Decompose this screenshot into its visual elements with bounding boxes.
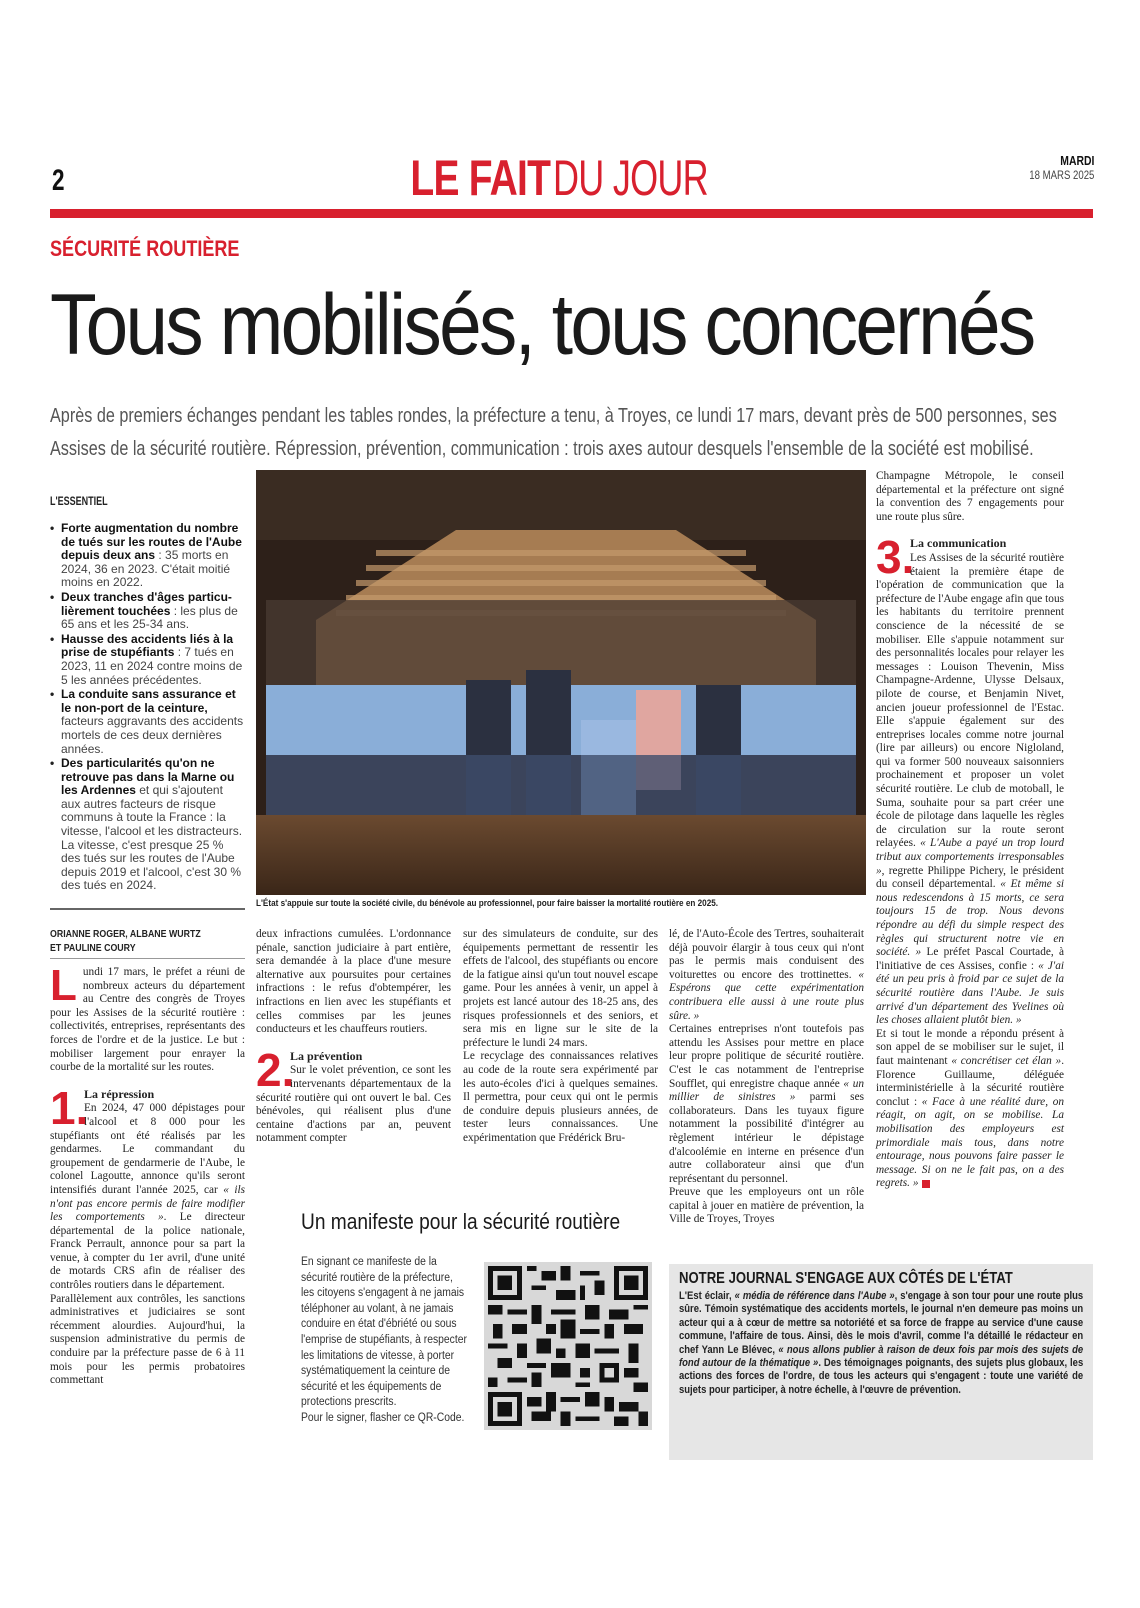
group-photo-illustration [256, 470, 866, 895]
drop-cap: L [50, 961, 77, 1010]
page-number: 2 [52, 164, 65, 197]
byline-line: ORIANNE ROGER, ALBANE WURTZ [50, 929, 201, 940]
quote: « concrétiser cet élan » [951, 1054, 1062, 1067]
paragraph: , s'engage à son tour pour une route plus sûre. Témoin systématique des accidents mortels, le journal n'en demeure pas moins un acteur qui a à cœur de mettre sa notoriété et sa force de frappe au service d'une cause commune, l'affaire de tous. Ainsi, dès le mois d'avril, comme l'a détaillé le rédacteur en chef Yann Le Blévec, [679, 1290, 1084, 1356]
manifeste-body: En signant ce manifeste de la sécurité routière de la préfecture, les citoyens s'engagent à ne jamais téléphoner au volant, à ne jamais conduire en état d'ébriété ou sous l'emprise de stupéfiants, à respecter les limitations de vitesse, à porter systématiquement la ceinture de sécurité et les équipements de protections prescrits. [301, 1256, 467, 1409]
paragraph: L'Est éclair, [679, 1290, 735, 1302]
essentiel-item-text: : les plus de 65 ans et les 25-34 ans. [61, 603, 238, 632]
article-column [876, 470, 1064, 1191]
qr-code-icon [488, 1266, 648, 1426]
journal-engagement-box [669, 1264, 1093, 1460]
paragraph: En 2024, 47 000 dépistages pour l'alcool et 8 000 pour les stupéfiants ont été réalisés par les gendarmes. Le commandant du groupement de gendarmerie de l'Aube, le colonel Lagoutte, annonce qu'ils seront intensifiés durant l'année 2025, car [50, 1102, 245, 1196]
quote: « ils n'ont pas encore permis de faire modifier les comportements » [50, 1183, 245, 1224]
article-kicker: SÉCURITÉ ROUTIÈRE [50, 236, 240, 261]
paragraph: sur des simulateurs de conduite, sur des équipements permettant de ressentir les effets de l'alcool, des stupéfiants ou encore de la fatigue ainsi qu'un tout nouvel escape game. Pour les années à venir, un appel à projets est lancé autour des 18-25 ans, des risques professionnels et des seniors, et sera mis en ligne sur le site de la préfecture le lundi 24 mars. [463, 928, 658, 1049]
intro-paragraph: undi 17 mars, le préfet a réuni de nombreux acteurs du département au Centre des congrès de Troyes pour les Assises de la sécurité routière : collectivités, entreprises, représentants des forces de l'ordre et de la justice. Le but : mobiliser largement pour enrayer la courbe de la mortalité sur les routes. [50, 966, 245, 1074]
paragraph: Le recyclage des connaissances relatives au code de la route sera expérimenté par les auto-écoles d'ici à quelques semaines. Il permettra, pour ceux qui ont le permis de conduire depuis plusieurs années, de tester leurs connaissances. Une expérimentation que Frédérick Bru- [463, 1050, 658, 1144]
paragraph: Champagne Métropole, le conseil départemental et la préfecture ont signé la convention des 7 engagements pour une route plus sûre. [876, 470, 1064, 523]
article-headline: Tous mobilisés, tous concernés [50, 277, 1034, 373]
section-number-2: 2. [256, 1043, 295, 1096]
lede-line: Après de premiers échanges pendant les tables rondes, la préfecture a tenu, à Troyes, ce lundi 17 mars, devant près de 500 personnes, ses [50, 405, 1057, 427]
byline-line: ET PAULINE COURY [50, 943, 136, 954]
essentiel-list [50, 522, 245, 893]
article-column [50, 961, 245, 1388]
end-of-article-mark [922, 1180, 930, 1188]
subhead-communication: La communication [910, 536, 1007, 551]
paragraph: . Florence Guillaume, déléguée interministérielle à la sécurité routière conclut : [876, 1054, 1065, 1108]
essentiel-item-bold: Forte augmentation du nombre de tués sur les routes de l'Aube depuis deux ans [61, 521, 242, 563]
essentiel-box [50, 494, 245, 894]
issue-date-full: 18 MARS 2025 [1028, 168, 1094, 182]
subhead-repression: La répression [84, 1086, 155, 1101]
article-photo [256, 470, 866, 895]
issue-day: MARDI [1059, 153, 1094, 168]
byline [50, 928, 201, 956]
section-title [0, 148, 1140, 208]
quote: « Espérons que cette expérimentation contribuera elle aussi à une route plus sûre. » [669, 968, 864, 1022]
header-rule [50, 209, 1093, 218]
article-column [463, 928, 658, 1146]
essentiel-item-text: : 35 morts en 2024, 36 en 2023. C'était moitié moins en 2022. [61, 548, 231, 590]
divider [50, 908, 245, 910]
essentiel-item-text: facteurs aggravants des accidents mortels de ces deux dernières années. [61, 714, 244, 756]
quote: « Face à une réalité dure, on réagit, on agit, on se mobilise. La mobilisation des employeurs est primordiale mais tous, dans notre entourage, nous pouvons faire passer le message. Si on ne le fait pas, on a des regrets. » [876, 1095, 1065, 1190]
quote: « un millier de sinistres » [669, 1077, 864, 1104]
essentiel-item-bold: Hausse des accidents liés à la prise de stupéfiants [61, 631, 234, 660]
article-column [256, 928, 451, 1146]
paragraph: Parallèlement aux contrôles, les sanctions administratives et judiciaires se sont récemment alourdies. Aujourd'hui, la suspension administrative du permis de conduire par la préfecture passe de 6 à 11 mois pour les permis probatoires commettant [50, 1292, 245, 1387]
paragraph: Sur le volet prévention, ce sont les intervenants départementaux de la sécurité routière qui ont ouvert le bal. Ces bénévoles, qui réalisent plus d'une centaine d'actions par an, peuvent notamment compter [256, 1064, 451, 1145]
manifeste-title: Un manifeste pour la sécurité routière [301, 1209, 621, 1234]
section-title-bold: LE FAIT [410, 150, 551, 206]
section-number-1: 1. [50, 1081, 89, 1134]
quote: « nous allons publier à raison de deux fois par mois des sujets de fond autour de la thématique » [679, 1343, 1084, 1370]
subhead-prevention: La prévention [290, 1048, 363, 1063]
paragraph: Et si tout le monde a répondu présent à son appel de se mobiliser sur le sujet, il faut maintenant [876, 1027, 1064, 1067]
essentiel-item [50, 757, 245, 893]
qr-code[interactable] [484, 1262, 652, 1430]
essentiel-item [50, 591, 245, 632]
section-number-3: 3. [876, 531, 915, 584]
issue-date [1013, 153, 1094, 182]
section-title-light: DU JOUR [553, 150, 709, 206]
quote: « L'Aube a payé un trop lourd tribut aux comportements irresponsables » [876, 837, 1064, 877]
essentiel-item-text: et qui s'ajoutent aux autres facteurs de risque communs à toute la France : la vitesse, l'alcool et les distracteurs. La vitesse, c'est presque 25 % des tués sur les routes de l'Aube depuis 2019 et l'alcool, c'est 30 % des tués en 2024. [61, 783, 243, 893]
paragraph: Certaines entreprises n'ont toutefois pas attendu les Assises pour mettre en place leur propre politique de sécurité routière. C'est le cas notamment de l'entreprise Soufflet, qui enregistre chaque année [669, 1023, 864, 1090]
paragraph: . Le directeur départemental de la police nationale, Franck Perrault, annonce pour sa part la venue, à compter du 1er avril, d'une unité de motards CRS afin de réaliser des contrôles routiers dans le département. [50, 1211, 245, 1292]
journal-box-text [679, 1290, 1083, 1397]
essentiel-item-text: : 7 tués en 2023, 11 en 2024 contre moins de 5 les années précédentes. [61, 645, 243, 687]
manifeste-cta: Pour le signer, flasher ce QR-Code. [301, 1411, 465, 1424]
paragraph: Le préfet Pascal Courtade, à l'initiative de ces Assises, confie : [876, 946, 1064, 972]
paragraph: deux infractions cumulées. L'ordonnance pénale, sanction judiciaire à part entière, sera demandée à la place d'une mesure alternative aux poursuites pour certaines infractions : le refus d'obtempérer, les infractions en lien avec les stupéfiants et celles commises par les jeunes conducteurs et les chauffeurs routiers. [256, 928, 451, 1036]
paragraph: parmi ses collaborateurs. Dans les tuyaux figure notamment la possibilité d'intégrer au règlement intérieur le dépistage d'alcoolémie en interne en présence d'un autre collaborateur ainsi que d'un représentant du personnel. [669, 1091, 864, 1185]
lede-line: Assises de la sécurité routière. Répression, prévention, communication : trois axes autour desquels l'ensemble de la société est mobilisé. [50, 438, 1034, 460]
photo-caption: L'État s'appuie sur toute la société civile, du bénévole au professionnel, pour faire baisser la mortalité routière en 2025. [256, 898, 719, 909]
paragraph: lé, de l'Auto-École des Tertres, souhaiterait déjà pouvoir élargir à tous ceux qui n'ont pas le permis mais conduisent des voiturettes ou encore des trottinettes. [669, 928, 864, 981]
paragraph: Les Assises de la sécurité routière étaient la première étape de l'opération de communication que la préfecture de l'Aube engage afin que tous les habitants du territoire prennent conscience de la nécessité de se mobiliser. Elle s'appuie notamment sur des personnalités locales pour relayer les messages : Louison Thevenin, Miss Champagne-Ardenne, Ulysse Delsaux, pilote de course, et Benjamin Nivet, ancien joueur professionnel de l'Estac. Elle s'appuie également sur des entreprises locales comme notre journal (lire par ailleurs) ou encore Nigloland, qui va former 500 nouveaux saisonniers prochainement et proposer un volet sécurité routière. Le club de motoball, le Suma, souhaite pour sa part créer une école de pilotage dans laquelle les règles de circulation sur la route seront relayées. [876, 551, 1064, 850]
essentiel-item-bold: La conduite sans assurance et le non-port de la ceinture, [61, 687, 236, 715]
essentiel-item-bold: Des particularités qu'on ne retrouve pas dans la Marne ou les Ardennes [61, 756, 235, 798]
essentiel-item-bold: Deux tranches d'âges particulièrement touchées [61, 589, 232, 618]
quote: « Et même si nous redescendons à 15 morts, ce sera toujours 15 de trop. Nous devons répondre au défi du simple respect des règles qui structurent notre vie en société. » [876, 878, 1064, 959]
paragraph: . Des témoignages poignants, des sujets plus globaux, les actions des forces de l'ordre, de tous les acteurs qui s'engagent : toute une variété de sujets pour participer, à notre échelle, à l'œuvre de prévention. [679, 1357, 1084, 1396]
essentiel-label: L'ESSENTIEL [50, 494, 108, 508]
paragraph: , regrette Philippe Pichery, le président du conseil départemental. [876, 864, 1064, 891]
essentiel-item [50, 522, 245, 590]
quote: « J'ai été un peu pris à froid par ce sujet de la sécurité routière dans l'Aube. Je suis arrivé d'un département des Yvelines où les choses allaient plutôt bien. » [876, 959, 1064, 1027]
article-column [669, 928, 864, 1227]
divider [50, 958, 245, 959]
manifeste-text [301, 1255, 468, 1427]
essentiel-item [50, 688, 245, 756]
article-lede [50, 400, 1057, 466]
quote: « média de référence dans l'Aube » [734, 1290, 895, 1302]
paragraph: Preuve que les employeurs ont un rôle capital à jouer en matière de prévention, la Ville de Troyes, Troyes [669, 1186, 864, 1226]
journal-box-title: NOTRE JOURNAL S'ENGAGE AUX CÔTÉS DE L'ÉTAT [679, 1270, 1013, 1287]
essentiel-item [50, 633, 245, 687]
